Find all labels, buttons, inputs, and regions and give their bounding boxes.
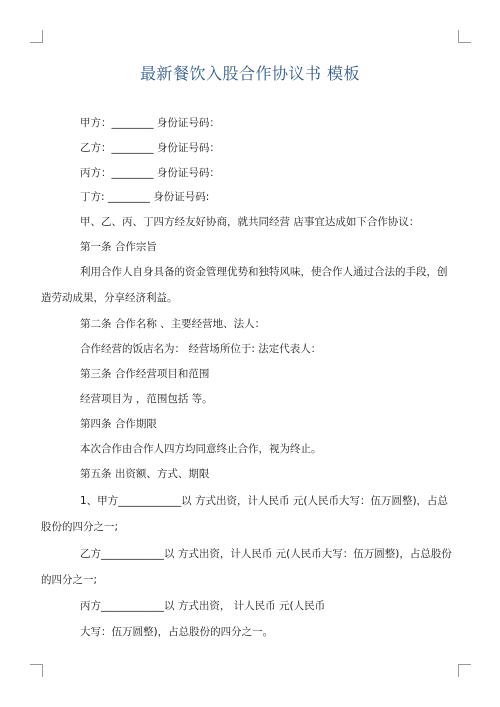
crop-mark-bottom-left <box>30 664 43 677</box>
party-b-contribution: 乙方____________以 方式出资，计人民币 元(人民币大写：伍万圆整)，占总股份 <box>80 548 452 560</box>
crop-mark-bottom-right <box>458 664 471 677</box>
party-c-line: 丙方：________ 身份证号码： <box>80 167 220 179</box>
article-3-heading: 第三条 合作经营项目和范围 <box>80 368 210 380</box>
crop-mark-top-left <box>30 30 43 43</box>
article-2-heading: 第二条 合作名称 、主要经营地、法人： <box>80 318 266 330</box>
party-a-contribution: 1、甲方____________以 方式出资，计人民币 元(人民币大写：伍万圆整)，占总 <box>80 495 449 507</box>
article-1-heading: 第一条 合作宗旨 <box>80 241 157 253</box>
article-1-text-cont: 造劳动成果，分享经济利益。 <box>41 292 178 304</box>
article-2-text: 合作经营的饭店名为： 经营场所位于: 法定代表人： <box>80 343 322 355</box>
party-b-contribution-cont: 的四分之一; <box>41 574 98 586</box>
party-c-contribution: 丙方____________以 方式出资， 计人民币 元(人民币 <box>80 600 326 612</box>
article-5-heading: 第五条 出资额、方式、期限 <box>80 468 210 480</box>
party-a-line: 甲方：________ 身份证号码： <box>80 117 220 129</box>
article-1-text: 利用合作人自身具备的资金管理优势和独特风味，使合作人通过合法的手段，创 <box>80 266 448 278</box>
party-a-contribution-cont: 股份的四分之一; <box>41 521 119 533</box>
crop-mark-top-right <box>458 30 471 43</box>
party-c-contribution-cont: 大写：伍万圆整)，占总股份的四分之一。 <box>80 626 274 638</box>
article-4-text: 本次合作由合作人四方均同意终止合作，视为终止。 <box>80 443 322 455</box>
document-title: 最新餐饮入股合作协议书 模板 <box>139 64 361 83</box>
article-3-text: 经营项目为 ，范围包括 等。 <box>80 393 213 405</box>
agreement-intro: 甲、乙、丙、丁四方经友好协商，就共同经营 店事宜达成如下合作协议： <box>80 216 420 228</box>
party-b-line: 乙方：________ 身份证号码： <box>80 142 220 154</box>
article-4-heading: 第四条 合作期限 <box>80 418 157 430</box>
party-d-line: 丁方: ________ 身份证号码: <box>80 191 210 203</box>
